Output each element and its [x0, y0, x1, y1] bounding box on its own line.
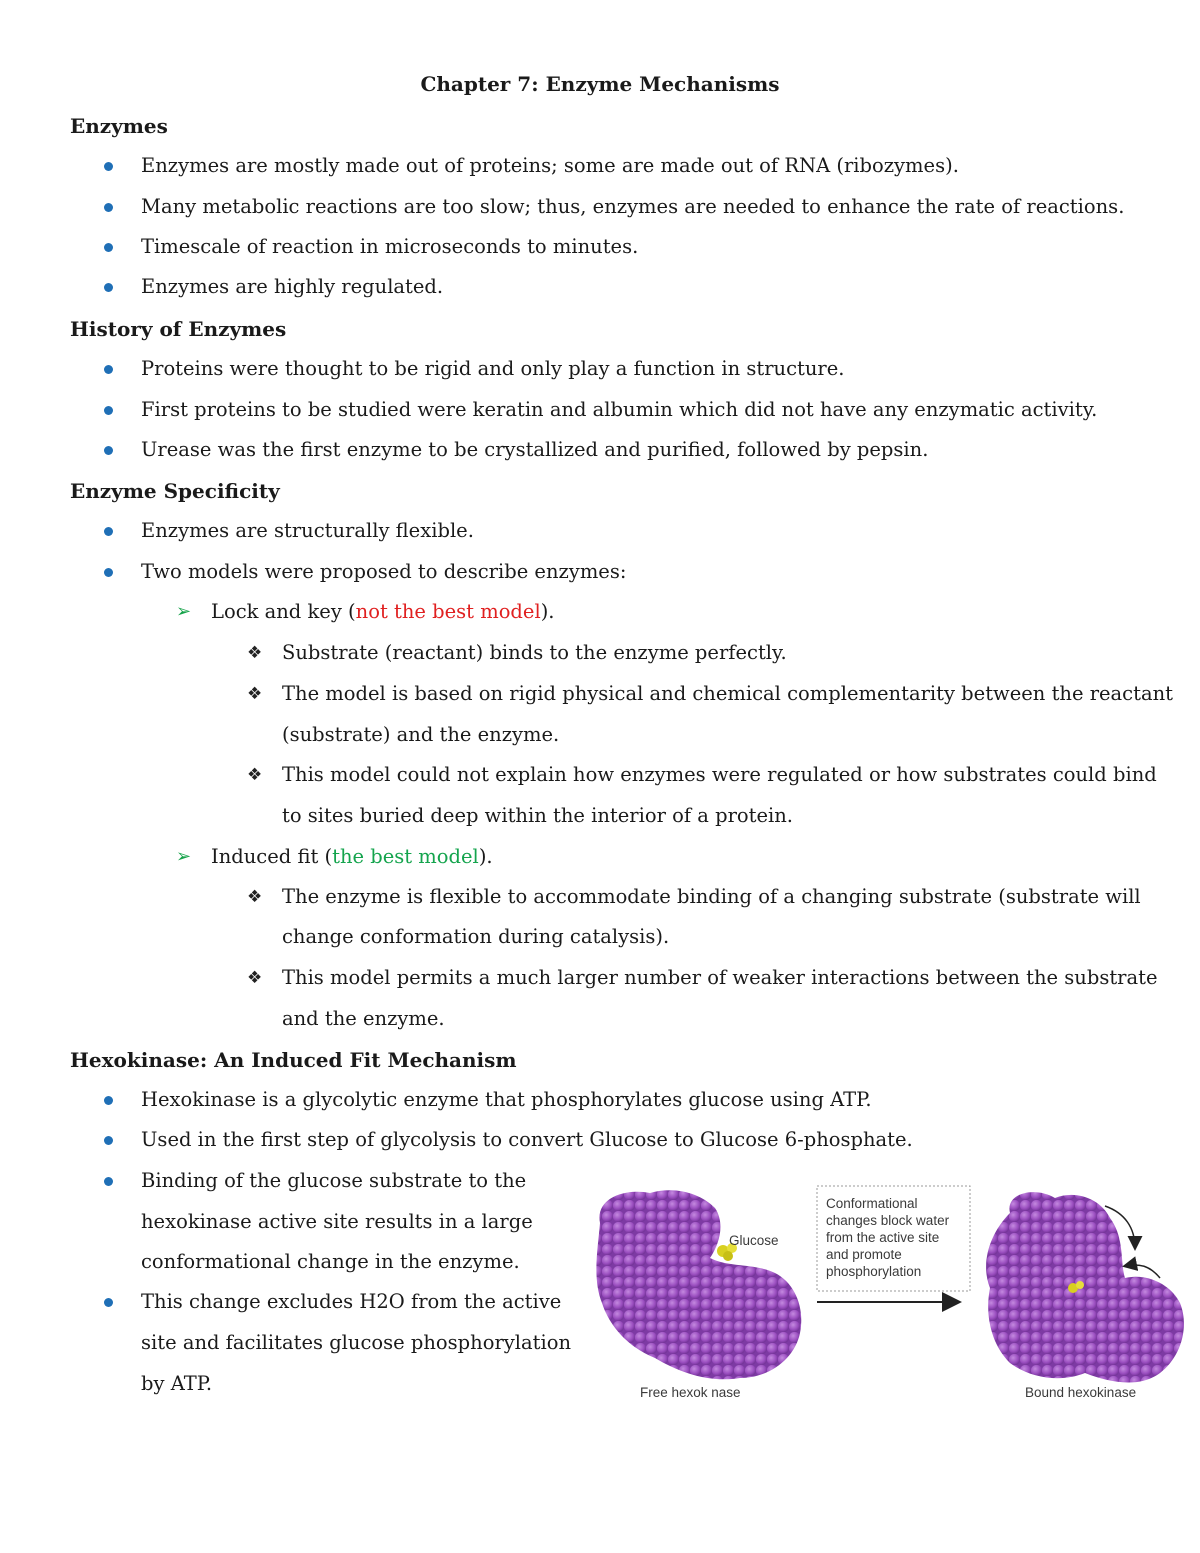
hexokinase-figure — [580, 1178, 1190, 1413]
bullet-icon — [104, 406, 113, 415]
heading-history: History of Enzymes — [70, 317, 287, 341]
bullet-icon — [104, 446, 113, 455]
bullet-icon — [104, 203, 113, 212]
sub-list-item-cont: to sites buried deep within the interior of a protein. — [282, 804, 793, 827]
list-item: Enzymes are structurally flexible. — [141, 519, 474, 542]
list-item-cont: site and facilitates glucose phosphorylation — [141, 1331, 572, 1354]
list-item: Hexokinase is a glycolytic enzyme that phosphorylates glucose using ATP. — [141, 1088, 872, 1111]
arrow-bullet-icon: ➢ — [176, 846, 192, 867]
diamond-bullet-icon: ❖ — [247, 887, 263, 907]
sub-list-item: This model permits a much larger number of weaker interactions between the substrate — [282, 966, 1158, 989]
page-title: Chapter 7: Enzyme Mechanisms — [420, 72, 780, 96]
box-line: phosphorylation — [826, 1264, 922, 1279]
heading-enzymes: Enzymes — [70, 114, 168, 138]
diamond-bullet-icon: ❖ — [247, 684, 263, 704]
diamond-bullet-icon: ❖ — [247, 968, 263, 988]
heading-specificity: Enzyme Specificity — [70, 479, 280, 503]
diamond-bullet-icon: ❖ — [247, 765, 263, 785]
bullet-icon — [104, 527, 113, 536]
box-line: changes block water — [826, 1213, 950, 1228]
free-hexokinase-label: Free hexok nase — [640, 1385, 741, 1400]
diamond-bullet-icon: ❖ — [247, 643, 263, 663]
sub-list-item-cont: (substrate) and the enzyme. — [282, 723, 560, 746]
list-item: Enzymes are highly regulated. — [141, 275, 444, 298]
sub-list-item: Substrate (reactant) binds to the enzyme perfectly. — [282, 641, 787, 664]
sub-list-item: This model could not explain how enzymes were regulated or how substrates could bind — [282, 763, 1157, 786]
list-item: Two models were proposed to describe enzymes: — [141, 560, 627, 583]
sub-list-item-cont: and the enzyme. — [282, 1007, 445, 1030]
list-item: Enzymes are mostly made out of proteins; some are made out of RNA (ribozymes). — [141, 154, 959, 177]
glucose-label: Glucose — [729, 1233, 779, 1248]
bullet-icon — [104, 1096, 113, 1105]
sub-list-item: The model is based on rigid physical and chemical complementarity between the reactant — [282, 682, 1173, 705]
bullet-icon — [104, 1136, 113, 1145]
heading-hexokinase: Hexokinase: An Induced Fit Mechanism — [70, 1048, 517, 1072]
closing-arrow-icon — [1125, 1265, 1160, 1278]
list-item: Urease was the first enzyme to be crystallized and purified, followed by pepsin. — [141, 438, 929, 461]
bullet-icon — [104, 1177, 113, 1186]
bullet-icon — [104, 283, 113, 292]
box-line: and promote — [826, 1247, 902, 1262]
bound-hexokinase-label: Bound hexokinase — [1025, 1385, 1137, 1400]
bullet-icon — [104, 1298, 113, 1307]
arrow-bullet-icon: ➢ — [176, 601, 192, 622]
list-item: First proteins to be studied were keratin and albumin which did not have any enzymatic activity. — [141, 398, 1098, 421]
list-item-cont: by ATP. — [141, 1372, 213, 1395]
best-note: the best model — [332, 845, 479, 868]
list-item: Many metabolic reactions are too slow; thus, enzymes are needed to enhance the rate of reactions. — [141, 195, 1125, 218]
bound-hexokinase-structure — [986, 1192, 1184, 1382]
bullet-icon — [104, 568, 113, 577]
list-item: Used in the first step of glycolysis to convert Glucose to Glucose 6-phosphate. — [141, 1128, 913, 1151]
free-hexokinase-structure — [596, 1190, 801, 1379]
sub-list-item: The enzyme is flexible to accommodate binding of a changing substrate (substrate will — [282, 885, 1141, 908]
list-item: Proteins were thought to be rigid and only play a function in structure. — [141, 357, 845, 380]
bullet-icon — [104, 162, 113, 171]
bullet-icon — [104, 365, 113, 374]
not-best-note: not the best model — [355, 600, 541, 623]
induced-fit-item: Induced fit (the best model). — [211, 845, 493, 868]
sub-list-item-cont: change conformation during catalysis). — [282, 925, 670, 948]
list-item: This change excludes H2O from the active — [141, 1290, 562, 1313]
lock-key-item: Lock and key (not the best model). — [211, 600, 555, 623]
box-line: Conformational — [826, 1196, 918, 1211]
bullet-icon — [104, 243, 113, 252]
list-item: Binding of the glucose substrate to the — [141, 1169, 527, 1192]
list-item-cont: hexokinase active site results in a large — [141, 1210, 533, 1233]
list-item: Timescale of reaction in microseconds to minutes. — [141, 235, 639, 258]
box-line: from the active site — [826, 1230, 940, 1245]
list-item-cont: conformational change in the enzyme. — [141, 1250, 520, 1273]
